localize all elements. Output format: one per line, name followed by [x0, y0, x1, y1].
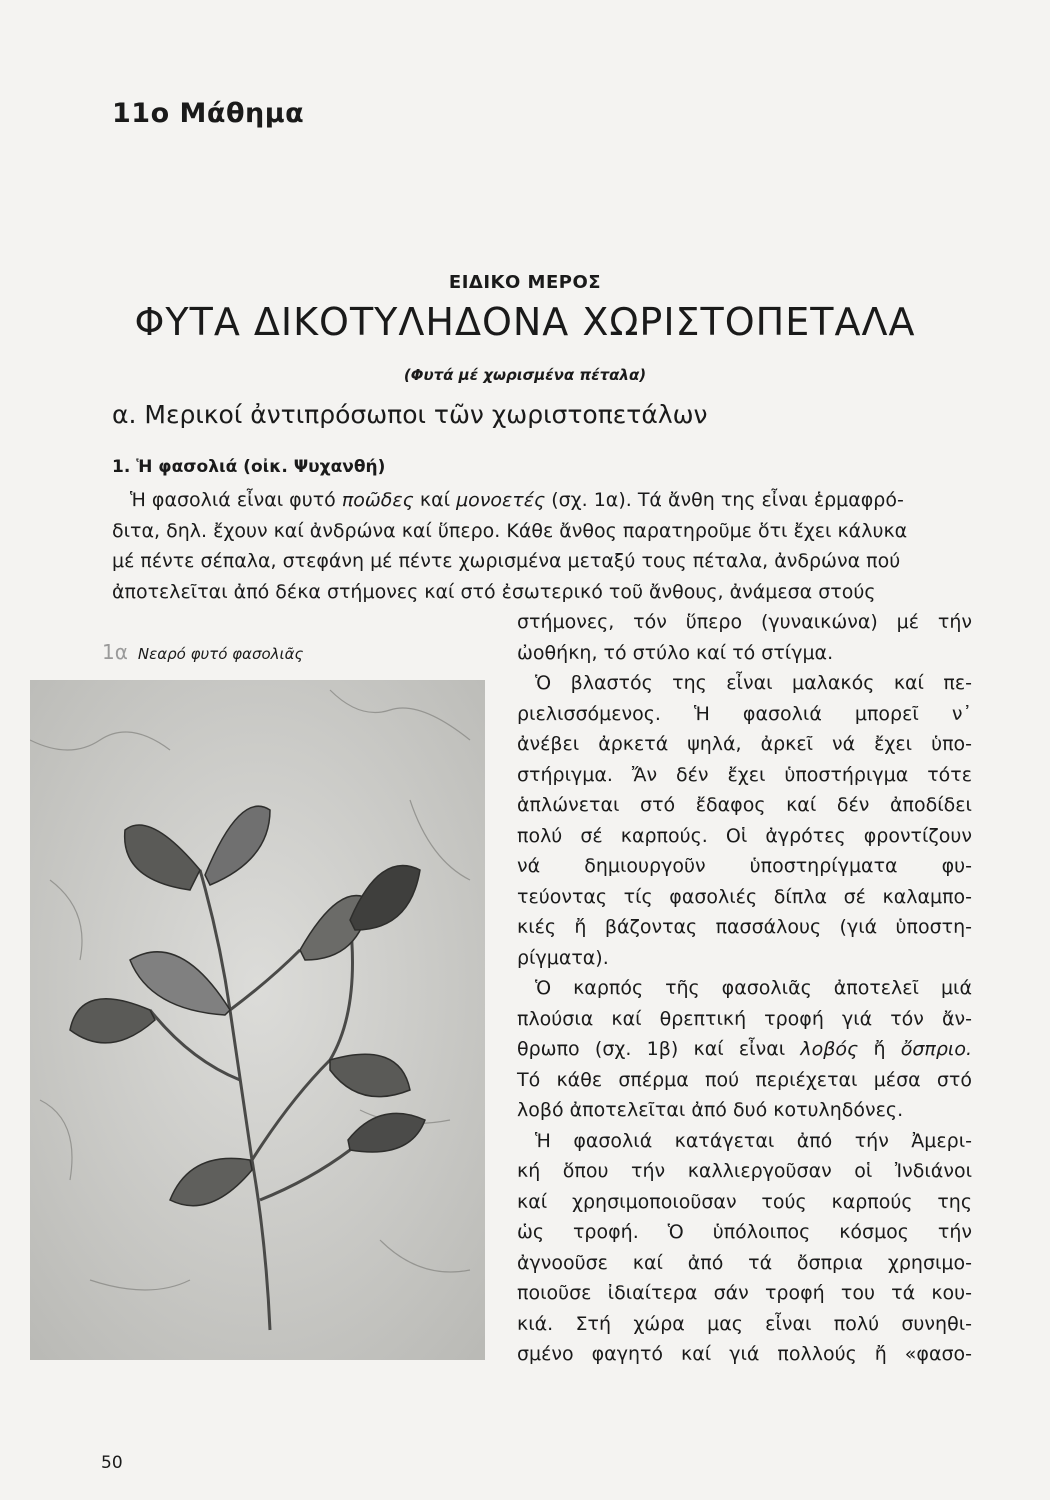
text-line: διτα, δηλ. ἔχουν καί ἀνδρώνα καί ὕπερο. Κάθε ἄνθος παρατηροῦμε ὅτι ἔχει κάλυκα: [112, 519, 908, 542]
text-line: λοβό ἀποτελεῖται ἀπό δυό κοτυληδόνες.: [517, 1099, 904, 1121]
text-line: κή ὅπου τήν καλλιεργοῦσαν οἱ Ἰνδιάνοι: [517, 1160, 972, 1182]
part-label: ΕΙΔΙΚΟ ΜΕΡΟΣ: [448, 272, 602, 293]
bean-plant-photo: [30, 680, 485, 1360]
text-line: καί χρησιμοποιοῦσαν τούς καρπούς της: [517, 1190, 972, 1213]
text-line: ἀνέβει ἀρκετά ψηλά, ἀρκεῖ νά ἔχει ὑπο-: [517, 733, 972, 755]
text-line: Ἡ φασολιά εἶναι φυτό ποῶδες καί μονοετές (σχ. 1α). Τά ἄνθη της εἶναι ἑρμαφρό-: [130, 489, 904, 511]
text-line: κιές ἤ βάζοντας πασσάλους (γιά ὑποστη-: [517, 916, 972, 938]
text-line: θρωπο (σχ. 1β) καί εἶναι λοβός ἤ ὄσπριο.: [517, 1038, 973, 1060]
text-line: ὡς τροφή. Ὁ ὑπόλοιπος κόσμος τήν: [517, 1221, 972, 1243]
subsection-heading: 1. Ἡ φασολιά (οἰκ. Ψυχανθή): [112, 457, 386, 477]
lesson-heading: 11ο Μάθημα: [112, 98, 305, 129]
text-line: πολύ σέ καρπούς. Οἱ ἀγρότες φροντίζουν: [517, 824, 972, 847]
paragraph-intro: [112, 485, 972, 607]
text-line: σμένο φαγητό καί γιά πολλούς ἤ «φασο-: [517, 1343, 972, 1365]
text-line: στήμονες, τόν ὕπερο (γυναικώνα) μέ τήν: [517, 611, 972, 633]
right-column-text: [517, 607, 972, 1370]
text-line: στήριγμα. Ἄν δέν ἔχει ὑποστήριγμα τότε: [517, 763, 972, 786]
text-line: ποιοῦσε ἰδιαίτερα σάν τροφή του τά κου-: [517, 1282, 972, 1304]
text-line: μέ πέντε σέπαλα, στεφάνη μέ πέντε χωρισμένα μεταξύ τους πέταλα, ἀνδρώνα πού: [112, 550, 901, 572]
figure-caption-text: Νεαρό φυτό φασολιᾶς: [137, 645, 304, 663]
text-line: Ἡ φασολιά κατάγεται ἀπό τήν Ἀμερι-: [535, 1129, 972, 1152]
text-line: ριελισσόμενος. Ἡ φασολιά μπορεῖ ν᾽: [517, 702, 972, 725]
text-line: νά δημιουργοῦν ὑποστηρίγματα φυ-: [517, 855, 972, 877]
text-line: κιά. Στή χώρα μας εἶναι πολύ συνηθι-: [517, 1312, 972, 1335]
text-line: ρίγματα).: [517, 946, 609, 969]
figure-number: 1α: [102, 640, 128, 664]
section-heading: α. Μερικοί ἀντιπρόσωποι τῶν χωριστοπετάλων: [112, 400, 708, 429]
text-line: Τό κάθε σπέρμα πού περιέχεται μέσα στό: [517, 1068, 972, 1091]
text-line: ἀποτελεῖται ἀπό δέκα στήμονες καί στό ἐσωτερικό τοῦ ἄνθους, ἀνάμεσα στούς: [112, 580, 876, 603]
text-line: ἀγνοοῦσε καί ἀπό τά ὄσπρια χρησιμο-: [517, 1251, 972, 1274]
page-number: 50: [101, 1453, 123, 1473]
page-subtitle: (Φυτά μέ χωρισμένα πέταλα): [403, 366, 647, 384]
text-line: Ὁ βλαστός της εἶναι μαλακός καί πε-: [535, 672, 972, 694]
text-line: ἁπλώνεται στό ἔδαφος καί δέν ἀποδίδει: [517, 794, 972, 816]
text-line: Ὁ καρπός τῆς φασολιᾶς ἀποτελεῖ μιά: [535, 977, 972, 999]
figure-caption: [102, 640, 303, 664]
text-line: τεύοντας τίς φασολιές δίπλα σέ καλαμπο-: [517, 885, 972, 908]
text-line: ὠοθήκη, τό στύλο καί τό στίγμα.: [517, 641, 834, 664]
page-title: ΦΥΤΑ ΔΙΚΟΤΥΛΗΔΟΝΑ ΧΩΡΙΣΤΟΠΕΤΑΛΑ: [134, 300, 916, 344]
text-line: πλούσια καί θρεπτική τροφή γιά τόν ἄν-: [517, 1007, 972, 1030]
